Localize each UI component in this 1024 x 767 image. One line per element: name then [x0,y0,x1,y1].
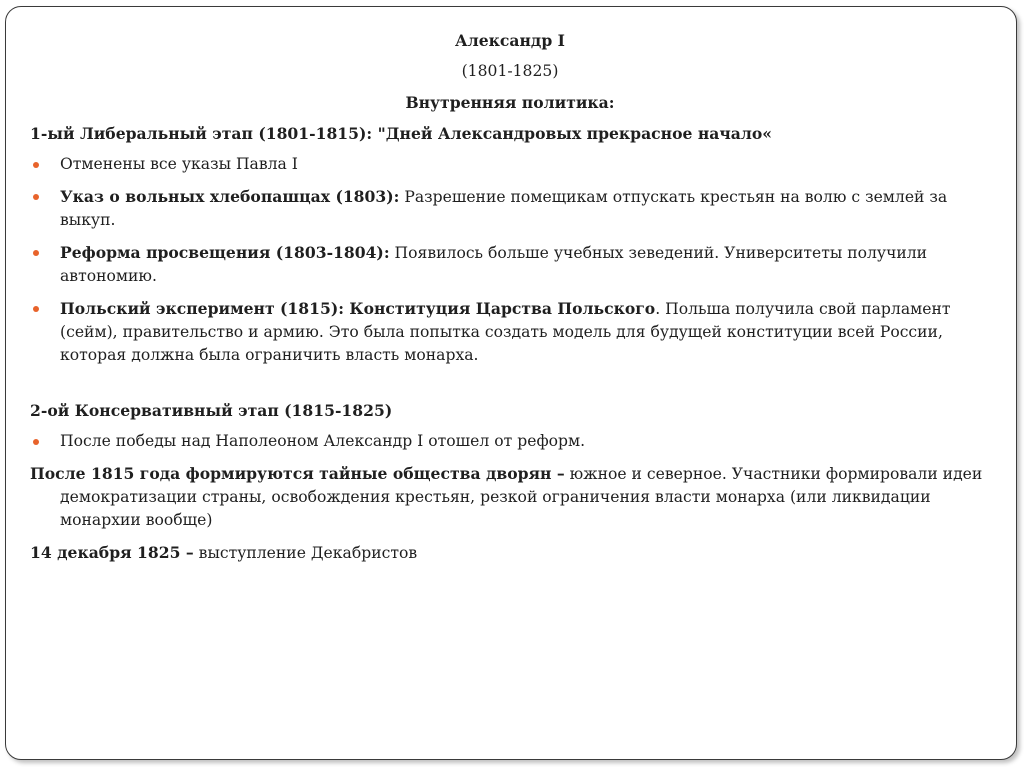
decembrists-text: выступление Декабристов [193,544,418,562]
item-text: После победы над Наполеоном Александр I отошел от реформ. [60,432,586,450]
reign-years: (1801-1825) [461,62,559,80]
item-bold-label: Указ о вольных хлебопашцах (1803): [60,187,400,206]
stage1-list [30,153,990,367]
item-text: Появилось больше учебных зеведений. Университеты получили автономию. [60,244,928,285]
item-bold-label: Реформа просвещения (1803-1804): [60,243,390,262]
bullet-icon [33,306,39,312]
item-text: Отменены все указы Павла I [60,155,298,173]
slide-title: Александр I [455,31,565,50]
spacer [30,376,990,399]
item-text: . Польша получила свой парламент (сейм), правительство и армию. Это была попытка создать модель для будущей конституции всей России, которая должна была ограничить власть монарха. [60,300,951,364]
list-item [30,430,990,453]
list-item [30,185,990,232]
societies-text: южное и северное. Участники формировали идеи демократизации страны, освобождения крестьян, резкой ограничения власти монарха (или ликвидации монархии вообще) [60,465,983,529]
decembrists-bold: 14 декабря 1825 – [30,543,194,562]
item-bold-label: Польский эксперимент (1815): Конституция Царства Польского [60,299,656,318]
societies-bold: После 1815 года формируются тайные общества дворян – [30,464,565,483]
bullet-icon [33,439,39,445]
item-text: Разрешение помещикам отпускать крестьян на волю с землей за выкуп. [60,188,948,229]
slide-frame [5,6,1017,760]
secret-societies-paragraph [30,462,990,532]
bullet-icon [33,194,39,200]
bullet-icon [33,250,39,256]
decembrists-paragraph [30,541,990,565]
stage1-heading: 1-ый Либеральный этап (1801-1815): "Дней Александровых прекрасное начало« [30,124,773,143]
slide-content [30,29,990,574]
section-subtitle: Внутренняя политика: [405,93,615,112]
stage2-list [30,430,990,453]
list-item [30,153,990,176]
stage2-heading: 2-ой Консервативный этап (1815-1825) [30,401,393,420]
bullet-icon [33,162,39,168]
list-item [30,297,990,367]
list-item [30,241,990,288]
